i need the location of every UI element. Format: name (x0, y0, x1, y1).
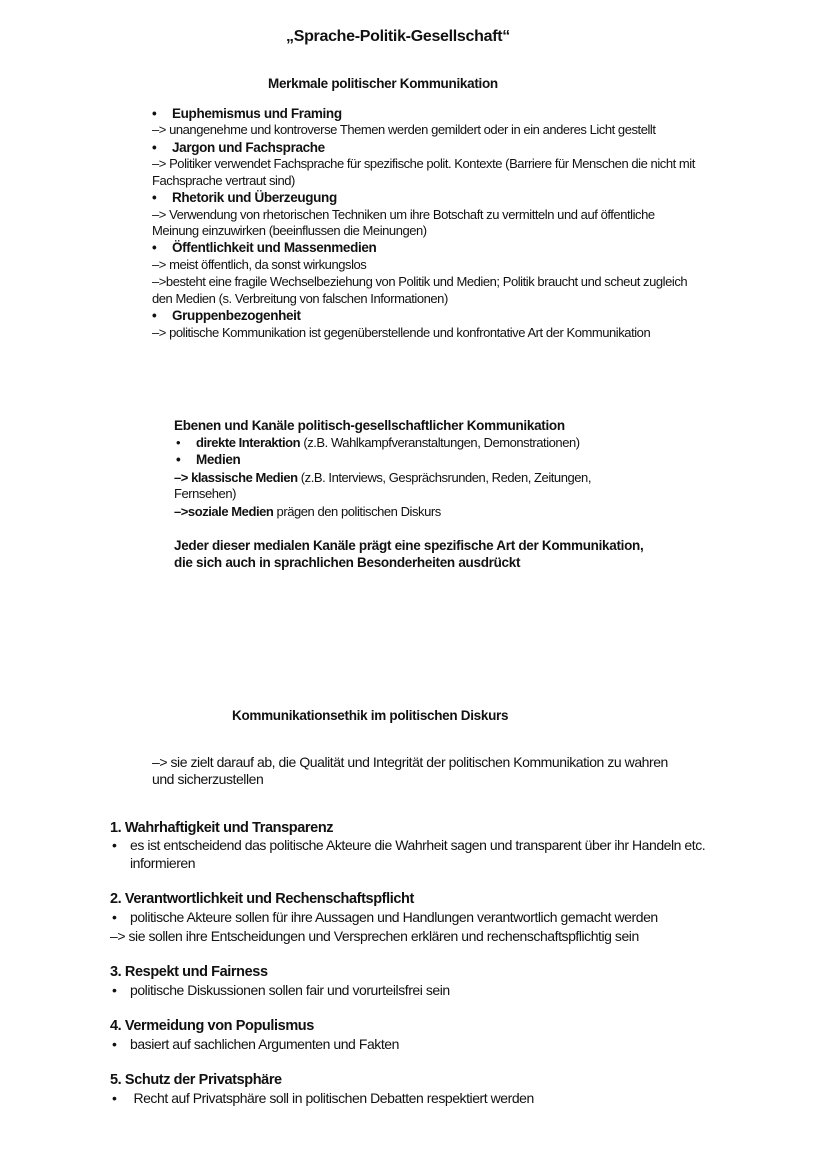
section-heading: Kommunikationsethik im politischen Diskurs (232, 708, 509, 723)
text-line: Meinung einzuwirken (beeinflussen die Meinungen) (152, 223, 427, 238)
note: die sich auch in sprachlichen Besonderheiten ausdrückt (174, 555, 521, 570)
item-title: Jargon und Fachsprache (172, 140, 325, 155)
section-heading: Merkmale politischer Kommunikation (268, 76, 498, 91)
text-line: –> politische Kommunikation ist gegenüberstellende und konfrontative Art der Kommunikation (152, 325, 651, 340)
bullet-icon: • (152, 240, 157, 255)
text-line: –> Verwendung von rhetorischen Techniken um ihre Botschaft zu vermitteln und auf öffentliche (152, 207, 655, 222)
list-item (152, 308, 301, 324)
text-line: und sicherzustellen (152, 771, 264, 787)
note: Jeder dieser medialen Kanäle prägt eine spezifische Art der Kommunikation, (174, 538, 644, 553)
item-text: basiert auf sachlichen Argumenten und Fakten (130, 1036, 399, 1052)
item-text: es ist entscheidend das politische Akteure die Wahrheit sagen und transparent über ihr Handeln etc. (130, 837, 706, 853)
list-item (176, 435, 580, 451)
text-line: den Medien (s. Verbreitung von falschen Informationen) (152, 291, 448, 306)
bullet-icon: • (152, 190, 157, 205)
bullet-icon: • (176, 452, 181, 467)
principle-heading: 4. Vermeidung von Populismus (110, 1018, 314, 1034)
section-heading: Ebenen und Kanäle politisch-gesellschaftlicher Kommunikation (174, 418, 565, 433)
text-line: –> Politiker verwendet Fachsprache für spezifische polit. Kontexte (Barriere für Menschen die nicht mit (152, 156, 695, 171)
text-line (174, 470, 591, 486)
page-title: „Sprache-Politik-Gesellschaft“ (286, 28, 510, 45)
list-item (112, 837, 705, 853)
text-line: Fachsprache vertraut sind) (152, 173, 295, 188)
text-line: informieren (130, 855, 196, 871)
text-line: Fernsehen) (174, 486, 236, 501)
item-title: –> klassische Medien (174, 470, 298, 485)
text-line (174, 504, 441, 520)
principle-heading: 2. Verantwortlichkeit und Rechenschaftspflicht (110, 891, 414, 907)
list-item (152, 240, 376, 256)
text-line: –>besteht eine fragile Wechselbeziehung von Politik und Medien; Politik braucht und scheut zugleich (152, 274, 688, 289)
bullet-icon: • (152, 106, 157, 121)
list-item (112, 1036, 399, 1052)
bullet-icon: • (112, 1036, 117, 1052)
item-text: politische Diskussionen sollen fair und vorurteilsfrei sein (130, 982, 450, 998)
item-title: –>soziale Medien (174, 504, 274, 519)
principle-heading: 1. Wahrhaftigkeit und Transparenz (110, 820, 334, 836)
list-item (152, 106, 342, 122)
bullet-icon: • (112, 1090, 117, 1106)
principle-heading: 3. Respekt und Fairness (110, 964, 268, 980)
text-line: –> unangenehme und kontroverse Themen werden gemildert oder in ein anderes Licht gestellt (152, 122, 656, 137)
list-item (152, 140, 325, 156)
item-text: (z.B. Wahlkampfveranstaltungen, Demonstrationen) (300, 435, 580, 450)
bullet-icon: • (112, 982, 117, 998)
bullet-icon: • (152, 308, 157, 323)
item-title: Rhetorik und Überzeugung (172, 190, 337, 205)
bullet-icon: • (176, 435, 181, 450)
bullet-icon: • (152, 140, 157, 155)
list-item (112, 982, 450, 998)
bullet-icon: • (112, 909, 117, 925)
list-item (112, 909, 658, 925)
item-text: politische Akteure sollen für ihre Aussagen und Handlungen verantwortlich gemacht werden (130, 909, 658, 925)
bullet-icon: • (112, 837, 117, 853)
text-line: –> sie zielt darauf ab, die Qualität und Integrität der politischen Kommunikation zu wahren (152, 754, 668, 770)
item-title: Medien (196, 452, 241, 467)
item-title: Öffentlichkeit und Massenmedien (172, 240, 377, 255)
item-text: (z.B. Interviews, Gesprächsrunden, Reden, Zeitungen, (297, 470, 591, 485)
text-line: –> sie sollen ihre Entscheidungen und Versprechen erklären und rechenschaftspflichtig sein (110, 928, 639, 944)
principle-heading: 5. Schutz der Privatsphäre (110, 1072, 282, 1088)
item-title: Gruppenbezogenheit (172, 308, 301, 323)
item-text: Recht auf Privatsphäre soll in politischen Debatten respektiert werden (130, 1090, 534, 1106)
text-line: –> meist öffentlich, da sonst wirkungslos (152, 257, 367, 272)
item-title: Euphemismus und Framing (172, 106, 342, 121)
item-text: prägen den politischen Diskurs (273, 504, 441, 519)
list-item (152, 190, 337, 206)
item-title: direkte Interaktion (196, 435, 301, 450)
list-item (112, 1090, 534, 1106)
list-item (176, 452, 240, 468)
